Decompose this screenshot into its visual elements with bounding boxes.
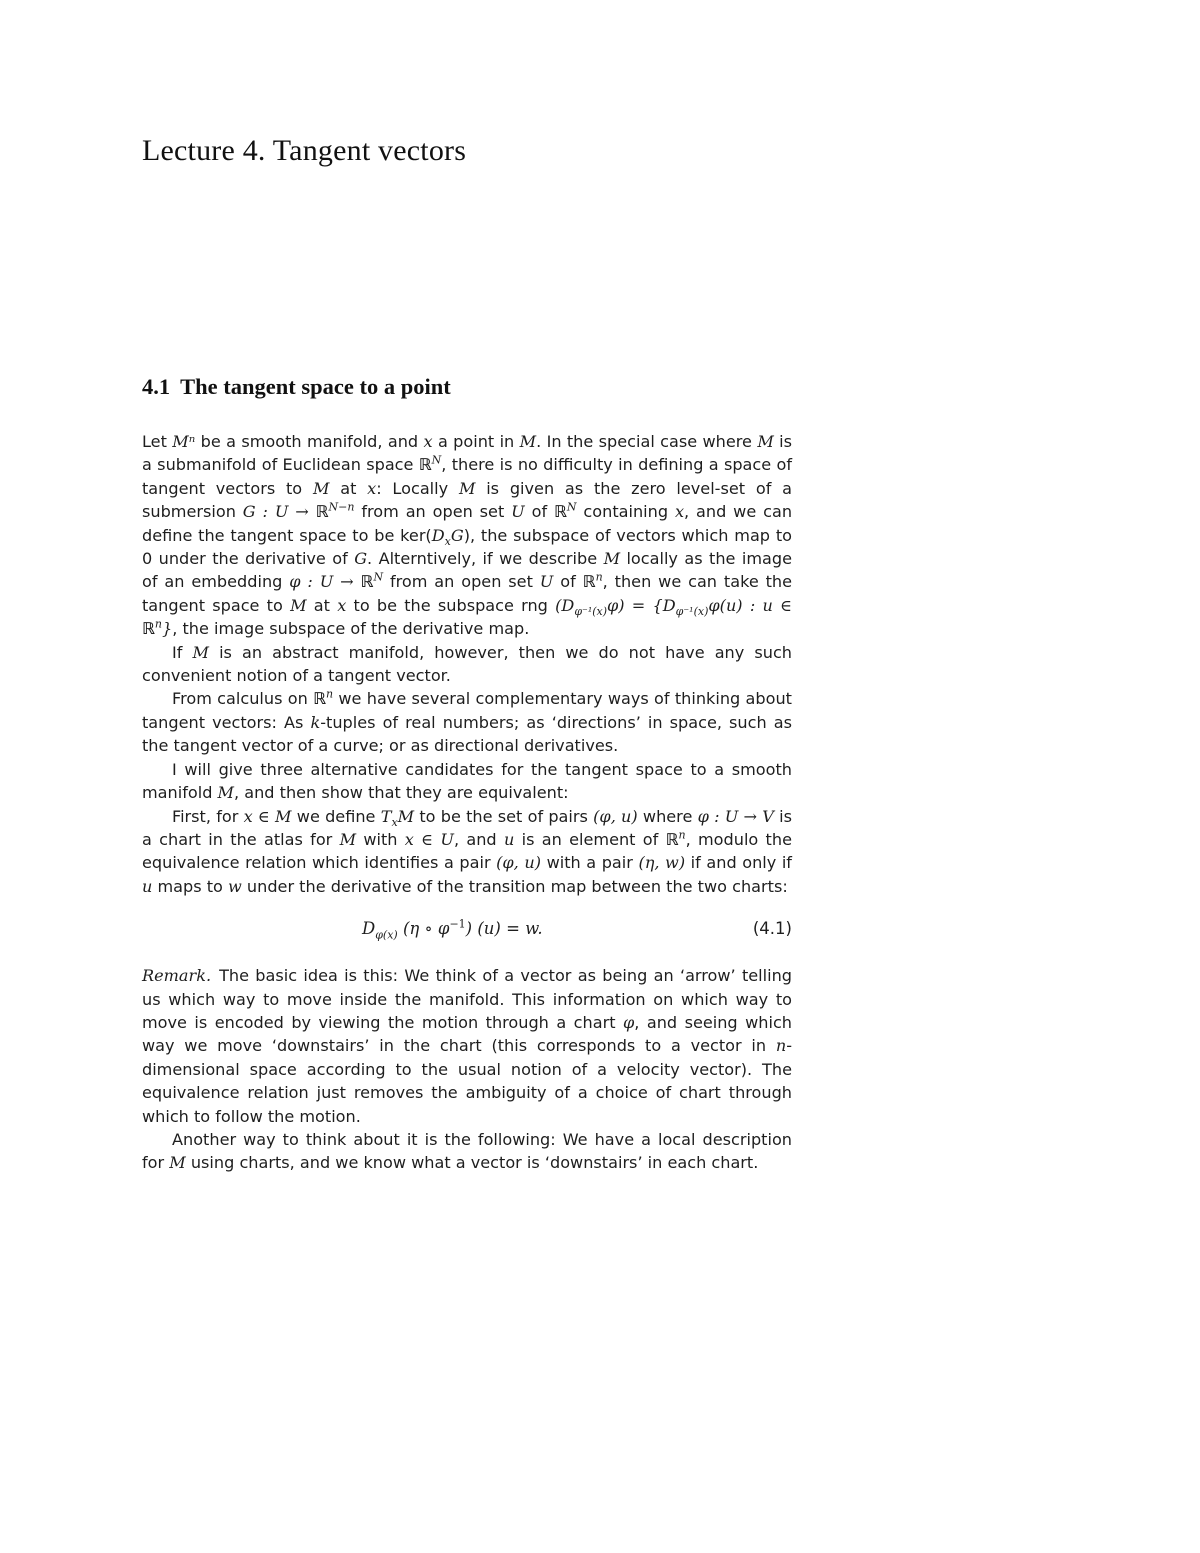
section-title: The tangent space to a point xyxy=(180,374,451,399)
paragraph-5: First, for x ∈ M we define $T_xM$ to be the set of pairs (φ, u) where φ : U → V is a chart in the atlas for M with x ∈ U, and u is an element of ℝ$^n$, modulo the equivalence relation which identifies a pair (φ, u) with a pair (η, w) if and only if u maps to w under the derivative of the transition map between the two charts: xyxy=(142,806,792,896)
section-number: 4.1 xyxy=(142,374,171,399)
remark-label: Remark. xyxy=(142,966,212,986)
equation-number: (4.1) xyxy=(752,919,792,939)
remark-paragraph: Remark. The basic idea is this: We think of a vector as being an ‘arrow’ telling us which way to move inside the manifold. This information on which way to move is encoded by viewing the motion through a chart φ, and seeing which way we move ‘downstairs’ in the chart (this corresponds to a vector in n-dimensional space according to the usual notion of a velocity vector). The equivalence relation just removes the ambiguity of a choice of chart through which to follow the motion. xyxy=(142,966,792,1126)
equation-expression: $D_{\varphi(x)}$ (η ∘ $\varphi^{-1}$) (u) = w. xyxy=(362,917,543,942)
paragraph-3: From calculus on ℝ$^n$ we have several complementary ways of thinking about tangent vectors: As k-tuples of real numbers; as ‘directions’ in space, such as the tangent vector of a curve; or as directional derivatives. xyxy=(142,688,792,756)
paragraph-1: Let Mⁿ be a smooth manifold, and x a point in M. In the special case where M is a submanifold of Euclidean space ℝ$^N$, there is no difficulty in defining a space of tangent vectors to M at x: Locally M is given as the zero level-set of a submersion G : U → ℝ$^{N-n}$ from an open set U of ℝ$^N$ containing x, and we can define the tangent space to be $ker(D_xG)$, the subspace of vectors which map to 0 under the derivative of G. Alterntively, if we describe M locally as the image of an embedding φ : U → ℝ$^N$ from an open set U of ℝ$^n$, then we can take the tangent space to M at x to be the subspace rng $(D_{\varphi^{-1}(x)}\varphi) = \{D_{\varphi^{-1}(x)}\varphi(u)$ : u ∈ ℝ$^n$}, the image subspace of the derivative map. xyxy=(142,432,793,639)
body-text xyxy=(142,430,792,1175)
paragraph-2: If M is an abstract manifold, however, then we do not have any such convenient notion of a tangent vector. xyxy=(142,642,792,686)
paragraph-4: I will give three alternative candidates for the tangent space to a smooth manifold M, and then show that they are equivalent: xyxy=(142,759,792,803)
equation-4-1 xyxy=(142,912,792,946)
chapter-title: Lecture 4. Tangent vectors xyxy=(142,134,467,167)
paragraph-7: Another way to think about it is the following: We have a local description for M using charts, and we know what a vector is ‘downstairs’ in each chart. xyxy=(142,1129,792,1173)
section-heading xyxy=(142,374,451,400)
